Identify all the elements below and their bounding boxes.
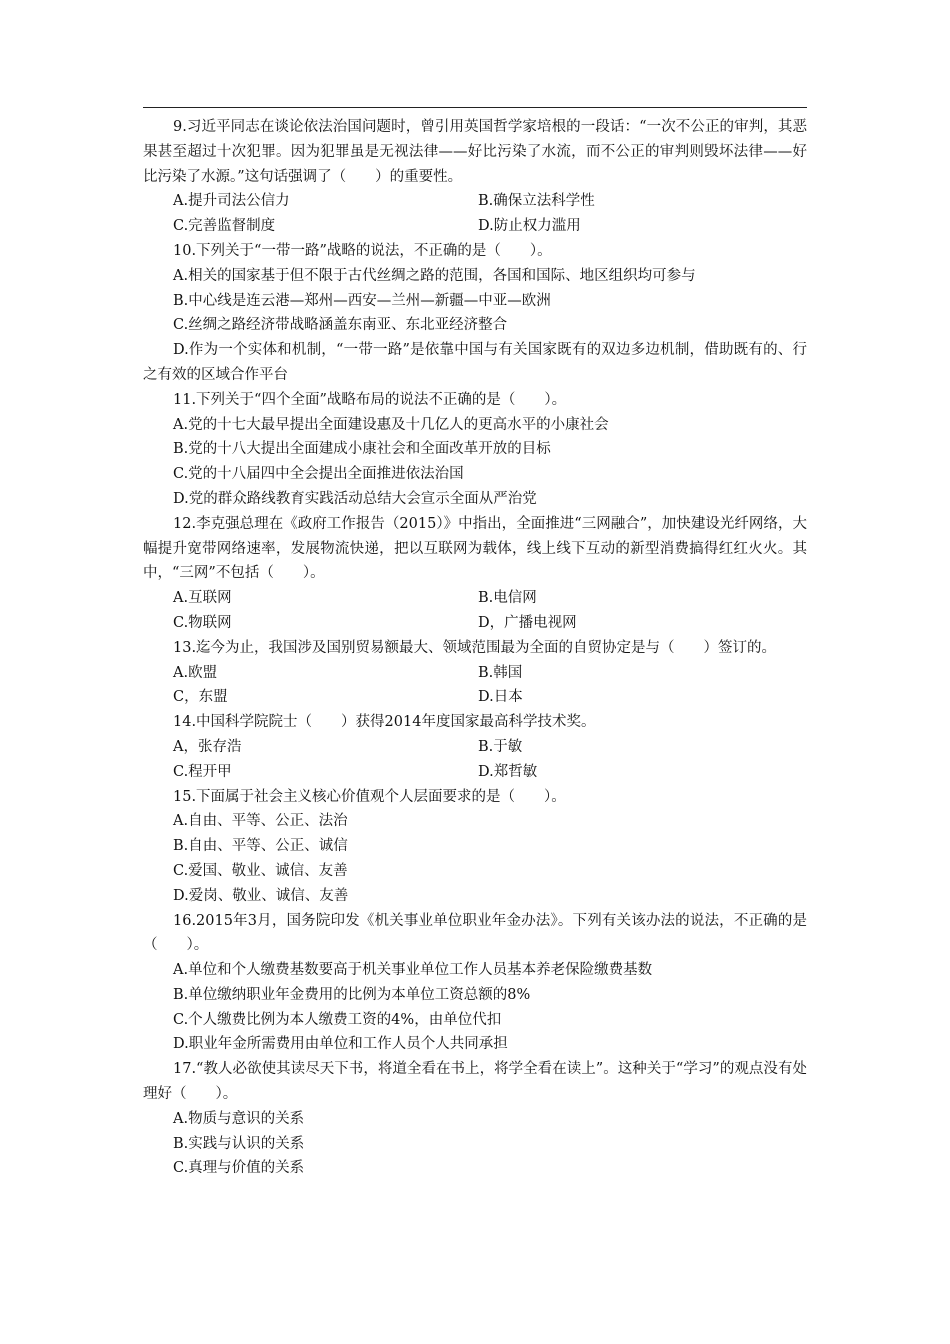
question-14-options-row-2 <box>143 760 807 785</box>
question-11-option-d: D.党的群众路线教育实践活动总结大会宣示全面从严治党 <box>173 490 537 507</box>
question-9-option-a: A.提升司法公信力 <box>173 193 290 210</box>
question-11-stem: 11.下列关于“四个全面”战略布局的说法不正确的是（ ）。 <box>173 391 567 408</box>
question-13-option-a: A.欧盟 <box>173 664 218 681</box>
question-15-stem: 15.下面属于社会主义核心价值观个人层面要求的是（ ）。 <box>173 788 566 805</box>
question-15-option-c: C.爱国、敬业、诚信、友善 <box>173 862 348 879</box>
question-12-option-d: D，广播电视网 <box>478 614 577 631</box>
question-14-option-b: B.于敏 <box>478 738 523 755</box>
question-9-option-d: D.防止权力滥用 <box>478 218 581 235</box>
question-14-option-c: C.程开甲 <box>173 763 232 780</box>
question-13-option-d: D.日本 <box>478 689 523 706</box>
question-16-stem: 16.2015年3月，国务院印发《机关事业单位职业年金办法》。下列有关该办法的说法，不正确的是（ ）。 <box>143 912 807 954</box>
question-12-options-row-2 <box>143 611 807 636</box>
question-9-option-b: B.确保立法科学性 <box>478 193 595 210</box>
question-14-options-row-1 <box>143 735 807 760</box>
question-9-option-c: C.完善监督制度 <box>173 218 276 235</box>
question-10-stem: 10.下列关于“一带一路”战略的说法，不正确的是（ ）。 <box>173 242 552 259</box>
question-13-option-c: C，东盟 <box>173 689 228 706</box>
question-14-stem: 14.中国科学院院士（ ）获得2014年度国家最高科学技术奖。 <box>173 714 596 731</box>
question-14-option-a: A，张存浩 <box>173 738 242 755</box>
question-12-options-row-1 <box>143 586 807 611</box>
question-11-option-c: C.党的十八届四中全会提出全面推进依法治国 <box>173 466 464 483</box>
question-17-stem: 17.“教人必欲使其读尽天下书，将道全看在书上，将学全看在读上”。这种关于“学习”的观点没有处理好（ ）。 <box>143 1061 807 1103</box>
question-16-option-c: C.个人缴费比例为本人缴费工资的4%，由单位代扣 <box>173 1011 502 1028</box>
header-rule <box>143 107 807 108</box>
question-list <box>143 115 807 1181</box>
question-11-option-b: B.党的十八大提出全面建成小康社会和全面改革开放的目标 <box>173 441 551 458</box>
question-15-option-b: B.自由、平等、公正、诚信 <box>173 838 348 855</box>
question-9-stem: 9.习近平同志在谈论依法治国问题时，曾引用英国哲学家培根的一段话：“一次不公正的审判，其恶果甚至超过十次犯罪。因为犯罪虽是无视法律——好比污染了水流，而不公正的审判则毁坏法律——好比污染了水源。”这句话强调了（ ）的重要性。 <box>143 119 807 185</box>
question-11-option-a: A.党的十七大最早提出全面建设惠及十几亿人的更高水平的小康社会 <box>173 416 609 433</box>
question-12-option-c: C.物联网 <box>173 614 232 631</box>
question-10-option-c: C.丝绸之路经济带战略涵盖东南亚、东北亚经济整合 <box>173 317 508 334</box>
question-15-option-d: D.爱岗、敬业、诚信、友善 <box>173 887 349 904</box>
question-13-option-b: B.韩国 <box>478 664 523 681</box>
question-16-option-a: A.单位和个人缴费基数要高于机关事业单位工作人员基本养老保险缴费基数 <box>173 962 653 979</box>
question-17-option-c: C.真理与价值的关系 <box>173 1160 305 1177</box>
question-10-option-a: A.相关的国家基于但不限于古代丝绸之路的范围，各国和国际、地区组织均可参与 <box>173 267 696 284</box>
question-16-option-b: B.单位缴纳职业年金费用的比例为本单位工资总额的8% <box>173 986 531 1003</box>
question-9-options-row-1 <box>143 189 807 214</box>
question-9-options-row-2 <box>143 214 807 239</box>
question-17-option-b: B.实践与认识的关系 <box>173 1135 305 1152</box>
question-15-option-a: A.自由、平等、公正、法治 <box>173 813 348 830</box>
question-12-stem: 12.李克强总理在《政府工作报告（2015）》中指出，全面推进“三网融合”，加快建设光纤网络，大幅提升宽带网络速率，发展物流快递，把以互联网为载体，线上线下互动的新型消费搞得红红火火。其中，“三网”不包括（ ）。 <box>143 515 807 582</box>
question-17-option-a: A.物质与意识的关系 <box>173 1110 305 1127</box>
question-12-option-a: A.互联网 <box>173 590 232 607</box>
question-13-stem: 13.迄今为止，我国涉及国别贸易额最大、领域范围最为全面的自贸协定是与（ ）签订的。 <box>173 639 777 656</box>
question-16-option-d: D.职业年金所需费用由单位和工作人员个人共同承担 <box>173 1036 508 1053</box>
question-12-option-b: B.电信网 <box>478 590 537 607</box>
question-10-option-d: D.作为一个实体和机制，“一带一路”是依靠中国与有关国家既有的双边多边机制，借助既有的、行之有效的区域合作平台 <box>143 342 807 383</box>
question-13-options-row-1 <box>143 661 807 686</box>
question-10-option-b: B.中心线是连云港—郑州—西安—兰州—新疆—中亚—欧洲 <box>173 292 551 309</box>
question-14-option-d: D.郑哲敏 <box>478 763 538 780</box>
question-13-options-row-2 <box>143 685 807 710</box>
